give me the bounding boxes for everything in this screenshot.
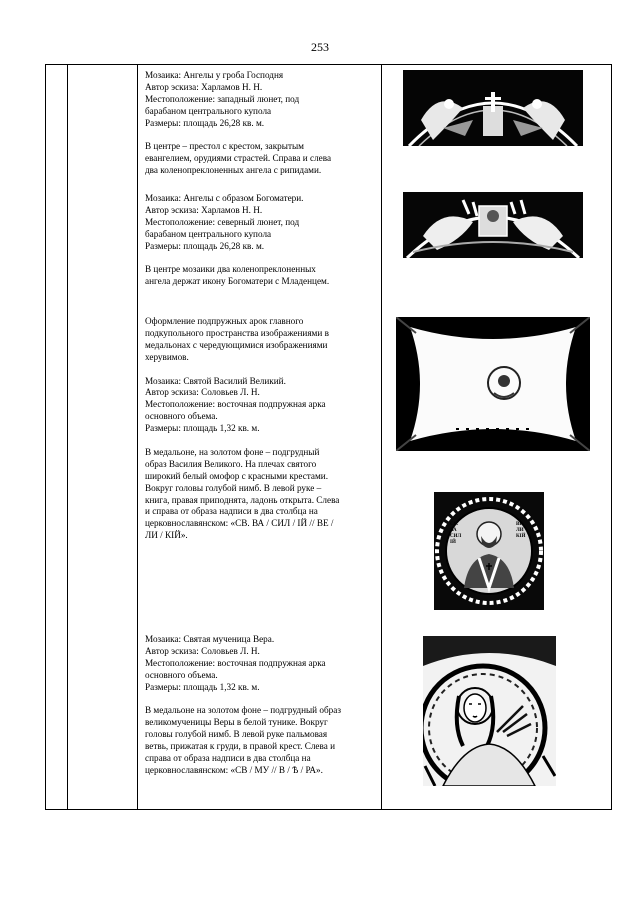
entry-description: Вокруг головы голубой нимб. В левой руке – — [145, 482, 322, 493]
entry-description: справа от образа надписи в два столбца на — [145, 753, 311, 764]
entry-size: Размеры: площадь 26,28 кв. м. — [145, 240, 265, 251]
entry-description: образ Василия Великого. На плечах святого — [145, 458, 317, 469]
entry-author: Автор эскиза: Соловьев Л. Н. — [145, 387, 260, 398]
entry-title: Мозаика: Святой Василий Великий. — [145, 375, 286, 386]
entry-description: книга, правая приподнята, ладонь открыта. Слева — [145, 494, 340, 505]
entry-location: Местоположение: западный люнет, под — [145, 93, 300, 104]
entry-size: Размеры: площадь 1,32 кв. м. — [145, 681, 260, 692]
column-divider — [381, 65, 382, 809]
entry-location: Местоположение: восточная подпружная арка — [145, 399, 326, 410]
entry-size: Размеры: площадь 1,32 кв. м. — [145, 423, 260, 434]
mosaic-photo — [423, 636, 556, 786]
entry-description: великомученицы Веры в белой тунике. Вокруг — [145, 717, 328, 728]
entry-description: В медальоне на золотом фоне – подгрудный образ — [145, 705, 341, 716]
entry-title: Мозаика: Святая мученица Вера. — [145, 634, 275, 644]
entry-intro: херувимов. — [145, 351, 189, 362]
entry-description: евангелием, орудиями страстей. Справа и слева — [145, 153, 332, 164]
catalog-entry — [145, 193, 381, 288]
entry-description: ЛИ / КІЙ». — [145, 530, 188, 541]
entry-description: церковнославянском: «СВ. ВА / СИЛ / ІЙ // ВЕ / — [145, 518, 334, 529]
entry-location: основного объема. — [145, 669, 218, 680]
entry-location: барабаном центрального купола — [145, 105, 272, 116]
entry-description: ветвь, прижатая к груди, в правой крест. Слева и — [145, 741, 336, 752]
medallion-left-inscription: СВ. ВА СИЛ ІЙ — [450, 522, 462, 545]
entry-intro: медальонах с чередующимися изображениями — [145, 339, 328, 350]
entry-author: Автор эскиза: Соловьев Л. Н. — [145, 645, 260, 656]
entry-location: Местоположение: восточная подпружная арка — [145, 657, 326, 668]
entry-description: церковнославянском: «СВ / МУ // В / Ѣ / РА». — [145, 764, 323, 775]
entry-location: Местоположение: северный люнет, под — [145, 216, 300, 227]
entry-description: головы голубой нимб. В левой руке пальмовая — [145, 729, 328, 740]
entry-title: Мозаика: Ангелы у гроба Господня — [145, 70, 284, 80]
mosaic-image-angels-tomb — [403, 70, 583, 146]
entry-location: барабаном центрального купола — [145, 228, 272, 239]
entry-description: и справа от образа надписи в два столбца на — [145, 506, 318, 517]
catalog-entry — [145, 634, 381, 777]
entry-title: Мозаика: Ангелы с образом Богоматери. — [145, 193, 304, 203]
mosaic-image-basil-medallion — [434, 492, 544, 610]
column-divider — [137, 65, 138, 809]
mosaic-photo — [403, 192, 583, 258]
mosaic-image-arch — [396, 317, 590, 451]
entry-author: Автор эскиза: Харламов Н. Н. — [145, 81, 263, 92]
mosaic-photo — [396, 317, 590, 451]
entry-location: основного объема. — [145, 411, 218, 422]
entry-description: В центре мозаики два коленопреклоненных — [145, 264, 316, 275]
entry-description: ангела держат икону Богоматери с Младенцем. — [145, 276, 330, 287]
entry-description: два коленопреклоненных ангела с рипидами. — [145, 165, 322, 176]
mosaic-image-angels-theotokos — [403, 192, 583, 258]
mosaic-image-vera-medallion — [423, 636, 556, 786]
entry-size: Размеры: площадь 26,28 кв. м. — [145, 117, 265, 128]
entry-description: широкий белый омофор с красными крестами. — [145, 470, 329, 481]
page-number: 253 — [311, 40, 329, 54]
entry-description: В центре – престол с крестом, закрытым — [145, 141, 304, 152]
column-divider — [67, 65, 68, 809]
entry-author: Автор эскиза: Харламов Н. Н. — [145, 204, 263, 215]
medallion-right-inscription: ВЕ ЛИ КІЙ — [516, 522, 526, 539]
catalog-entry — [145, 70, 381, 177]
mosaic-photo — [403, 70, 583, 146]
entry-intro: Оформление подпружных арок главного — [145, 316, 304, 326]
catalog-entry — [145, 316, 381, 542]
mosaic-photo — [434, 492, 544, 610]
entry-intro: подкупольного пространства изображениями в — [145, 327, 329, 338]
entry-description: В медальоне, на золотом фоне – подгрудный — [145, 446, 320, 457]
